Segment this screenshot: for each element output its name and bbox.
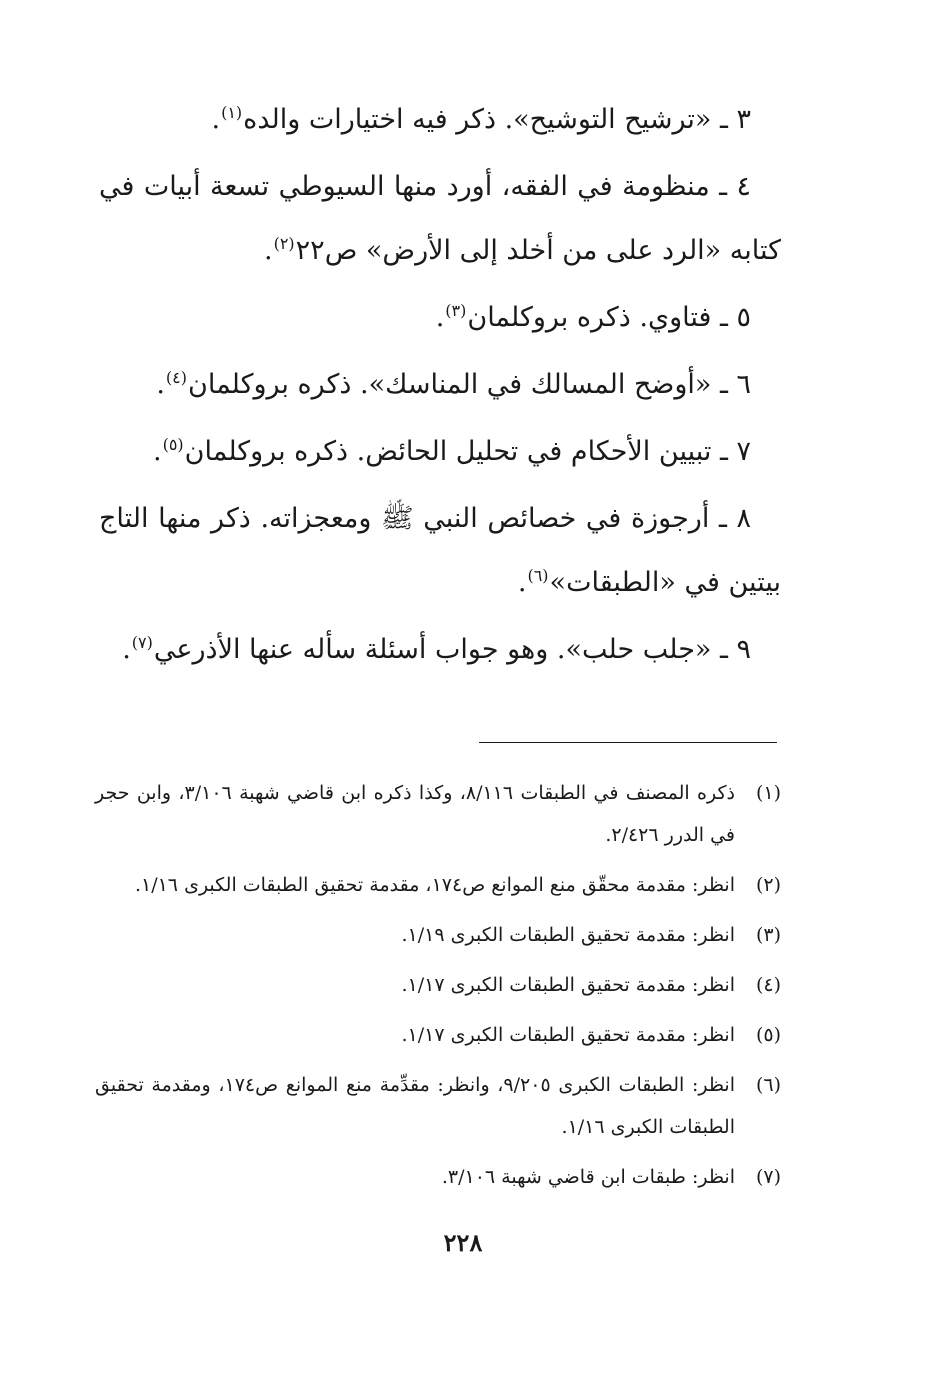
footnote-item-1 (95, 772, 781, 856)
footnote-number: (٣) (755, 924, 781, 946)
paragraph-end: . (152, 436, 162, 467)
footnote-number: (١) (755, 782, 781, 804)
paragraph-end: . (435, 302, 445, 333)
footnote-ref-6[interactable]: (٦) (527, 566, 549, 585)
footnote-ref-4[interactable]: (٤) (165, 368, 188, 387)
footnote-ref-5[interactable]: (٥) (162, 435, 184, 454)
footnote-ref-2[interactable]: (٢) (273, 234, 295, 253)
footnote-text: انظر: طبقات ابن قاضي شهبة ٣/١٠٦. (441, 1166, 735, 1188)
paragraph-item-3 (99, 88, 781, 152)
footnote-number: (٥) (755, 1024, 781, 1046)
page-number: ٢٢٨ (443, 1228, 483, 1257)
footnote-item-7 (95, 1156, 781, 1198)
paragraph-text: ٤ ـ منظومة في الفقه، أورد منها السيوطي تسعة أبيات في كتابه «الرد على من أخلد إلى الأرض» ص٢٢ (99, 171, 781, 266)
footnote-text: انظر: مقدمة محقّق منع الموانع ص١٧٤، مقدمة تحقيق الطبقات الكبرى ١/١٦. (134, 874, 735, 896)
footnote-ref-7[interactable]: (٧) (131, 633, 153, 652)
footnote-item-6 (95, 1064, 781, 1148)
footnote-number: (٦) (755, 1074, 781, 1096)
footnote-ref-3[interactable]: (٣) (445, 301, 467, 320)
footnote-item-4 (95, 964, 781, 1006)
paragraph-text: ٣ ـ «ترشيح التوشيح». ذكر فيه اختيارات والده (243, 104, 751, 135)
footnotes-section (95, 772, 781, 1206)
paragraph-text: ٦ ـ «أوضح المسالك في المناسك». ذكره بروكلمان (188, 369, 751, 400)
footnote-text: انظر: مقدمة تحقيق الطبقات الكبرى ١/١٩. (401, 924, 735, 946)
footnote-text: انظر: مقدمة تحقيق الطبقات الكبرى ١/١٧. (401, 974, 735, 996)
footnote-item-5 (95, 1014, 781, 1056)
footnote-item-3 (95, 914, 781, 956)
paragraph-end: . (211, 104, 221, 135)
footnote-text: انظر: مقدمة تحقيق الطبقات الكبرى ١/١٧. (401, 1024, 735, 1046)
footnote-number: (٤) (755, 974, 781, 996)
paragraph-end: . (156, 369, 165, 400)
footnote-number: (٢) (755, 874, 781, 896)
footnote-item-2 (95, 864, 781, 906)
paragraph-item-7 (99, 420, 781, 484)
paragraph-text: ٩ ـ «جلب حلب». وهو جواب أسئلة سأله عنها الأذرعي (153, 634, 751, 665)
paragraph-text: ٨ ـ أرجوزة في خصائص النبي ﷺ ومعجزاته. ذكر منها التاج بيتين في «الطبقات» (99, 503, 781, 598)
paragraph-item-4 (99, 155, 781, 283)
footnote-text: ذكره المصنف في الطبقات ٨/١١٦، وكذا ذكره ابن قاضي شهبة ٣/١٠٦، وابن حجر في الدرر ٢/٤٢٦. (95, 782, 735, 846)
paragraph-item-8 (99, 487, 781, 615)
main-text (99, 88, 781, 685)
footnote-text: انظر: الطبقات الكبرى ٩/٢٠٥، وانظر: مقدِّمة منع الموانع ص١٧٤، ومقدمة تحقيق الطبقات الكبرى ١/١٦. (95, 1074, 735, 1138)
footnote-number: (٧) (755, 1166, 781, 1188)
paragraph-end: . (517, 567, 527, 598)
paragraph-item-6 (99, 353, 781, 417)
paragraph-item-9 (99, 618, 781, 682)
paragraph-end: . (122, 634, 131, 665)
paragraph-text: ٥ ـ فتاوي. ذكره بروكلمان (467, 302, 751, 333)
paragraph-text: ٧ ـ تبيين الأحكام في تحليل الحائض. ذكره بروكلمان (184, 436, 751, 467)
paragraph-item-5 (99, 286, 781, 350)
footnote-separator (479, 742, 777, 743)
footnote-ref-1[interactable]: (١) (221, 103, 243, 122)
paragraph-end: . (263, 235, 273, 266)
